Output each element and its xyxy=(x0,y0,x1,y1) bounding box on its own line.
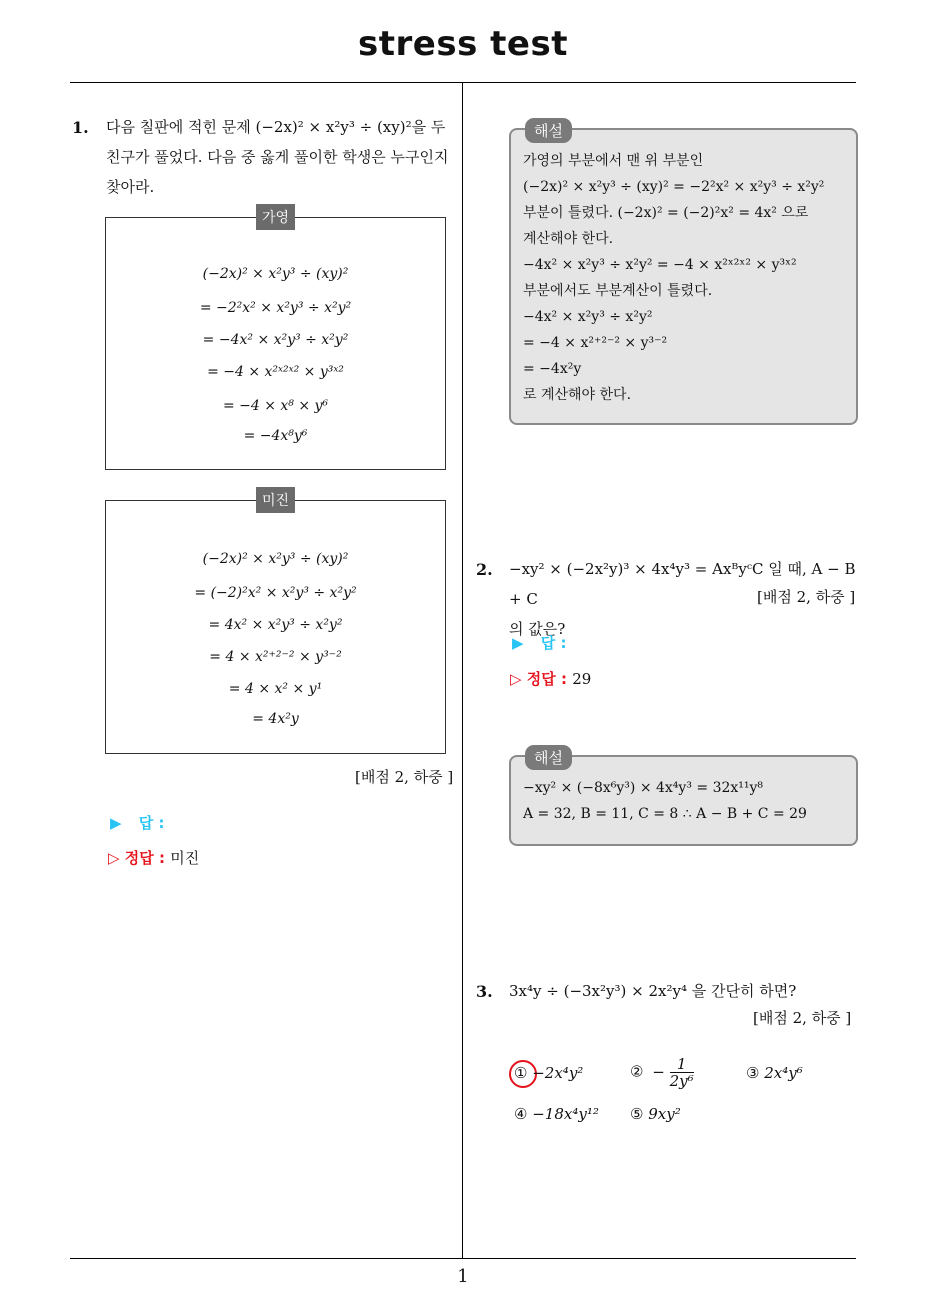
equation-line: = 4x²y xyxy=(252,711,299,727)
explanation-line: −4x² × x²y³ ÷ x²y² = −4 × x²ˣ²ˣ² × y³ˣ² xyxy=(523,257,797,273)
equation-line: = −2²x² × x²y³ ÷ x²y² xyxy=(199,300,352,316)
choice-value: −18x⁴y¹² xyxy=(532,1105,599,1123)
outline-triangle-icon: ▷ xyxy=(108,849,120,867)
question-1-line: 친구가 풀었다. 다음 중 옳게 풀이한 학생은 누구인지 xyxy=(106,148,449,166)
choice-4[interactable] xyxy=(514,1105,599,1123)
equation-line: = −4 × x⁸ × y⁶ xyxy=(222,398,329,414)
filled-triangle-icon: ▶ xyxy=(110,814,122,832)
explanation-line: 로 계산해야 한다. xyxy=(523,387,632,403)
explanation-box-1 xyxy=(509,122,858,425)
explanation-line: −4x² × x²y³ ÷ x²y² xyxy=(523,309,653,325)
footer-rule xyxy=(70,1258,856,1259)
question-3-text: 3x⁴y ÷ (−3x²y³) × 2x²y⁴ 을 간단히 하면? xyxy=(509,982,797,1000)
equation-line: = −4x² × x²y³ ÷ x²y² xyxy=(202,332,349,348)
correct-label: 정답 : xyxy=(124,849,165,867)
equation-line: = 4x² × x²y³ ÷ x²y² xyxy=(208,617,343,633)
equation-line: = (−2)²x² × x²y³ ÷ x²y² xyxy=(194,585,357,601)
question-3-score: [배점 2, 하중 ] xyxy=(753,1009,852,1027)
equation-line: (−2x)² × x²y³ ÷ (xy)² xyxy=(202,266,349,282)
choice-mark: ③ xyxy=(746,1064,760,1082)
correct-value: 29 xyxy=(572,670,592,688)
correct-label: 정답 : xyxy=(526,670,567,688)
question-2-answer-row xyxy=(512,632,567,653)
equation-line: = 4 × x²⁺²⁻² × y³⁻² xyxy=(209,649,342,665)
header-rule xyxy=(70,82,856,83)
question-2-score: [배점 2, 하중 ] xyxy=(757,588,856,606)
question-1-line: 찾아라. xyxy=(106,178,155,196)
choice-2[interactable] xyxy=(630,1056,694,1089)
fraction-numerator: 1 xyxy=(670,1056,694,1073)
equation-line: = −4 × x²ˣ²ˣ² × y³ˣ² xyxy=(207,364,344,380)
question-2-line: −xy² × (−2x²y)³ × 4x⁴y³ = AxᴮyᶜC 일 때, A − B + C xyxy=(509,560,856,608)
question-1-correct-row xyxy=(108,847,199,868)
choice-value: 9xy² xyxy=(648,1105,681,1123)
choice-3[interactable] xyxy=(746,1064,803,1082)
choice-mark: ① xyxy=(514,1064,528,1082)
choice-value: 2x⁴y⁶ xyxy=(764,1064,803,1082)
choice-mark: ④ xyxy=(514,1105,528,1123)
explanation-line: 계산해야 한다. xyxy=(523,231,614,247)
answer-label: 답 : xyxy=(540,634,567,652)
answer-label: 답 : xyxy=(138,814,165,832)
explanation-line: 부분에서도 부분계산이 틀렸다. xyxy=(523,283,713,299)
choice-mark: ⑤ xyxy=(630,1105,644,1123)
explanation-line: −xy² × (−8x⁶y³) × 4x⁴y³ = 32x¹¹y⁸ xyxy=(523,780,764,796)
question-1-text xyxy=(106,112,458,202)
explanation-label: 해설 xyxy=(525,745,572,770)
fraction-denominator: 2y⁶ xyxy=(669,1072,694,1090)
explanation-box-2 xyxy=(509,749,858,846)
explanation-line: A = 32, B = 11, C = 8 ∴ A − B + C = 29 xyxy=(523,806,807,822)
page-number: 1 xyxy=(457,1266,469,1287)
choice-mark: ② xyxy=(630,1062,644,1081)
equation-line: = 4 × x² × y¹ xyxy=(228,681,323,697)
filled-triangle-icon: ▶ xyxy=(512,634,524,652)
correct-value: 미진 xyxy=(170,849,200,867)
explanation-line: 가영의 부분에서 맨 위 부분인 xyxy=(523,153,704,169)
question-2-line: 의 값은? xyxy=(509,620,566,638)
explanation-line: (−2x)² × x²y³ ÷ (xy)² = −2²x² × x²y³ ÷ x²y² xyxy=(523,179,825,195)
explanation-label: 해설 xyxy=(525,118,572,143)
outline-triangle-icon: ▷ xyxy=(510,670,522,688)
choice-fraction xyxy=(670,1056,694,1089)
solution-box-gayoung xyxy=(105,210,446,470)
explanation-line: 부분이 틀렸다. (−2x)² = (−2)²x² = 4x² 으로 xyxy=(523,205,809,221)
question-1-answer-row xyxy=(110,812,165,833)
explanation-line: = −4 × x²⁺²⁻² × y³⁻² xyxy=(523,335,668,351)
solution-box-label: 가영 xyxy=(256,204,295,230)
equation-line: (−2x)² × x²y³ ÷ (xy)² xyxy=(202,551,349,567)
question-3-number: 3. xyxy=(476,982,493,1001)
choice-5[interactable] xyxy=(630,1105,681,1123)
explanation-line: = −4x²y xyxy=(523,361,582,377)
solution-box-mijin xyxy=(105,493,446,754)
question-1-score: [배점 2, 하중 ] xyxy=(355,768,454,786)
question-1-number: 1. xyxy=(72,118,89,137)
page-title: stress test xyxy=(358,24,568,64)
equation-line: = −4x⁸y⁶ xyxy=(243,428,308,444)
solution-box-label: 미진 xyxy=(256,487,295,513)
choice-sign: − xyxy=(652,1062,665,1081)
choice-value: −2x⁴y² xyxy=(532,1064,584,1082)
choice-1[interactable] xyxy=(514,1064,583,1082)
column-divider xyxy=(462,83,463,1259)
question-2-number: 2. xyxy=(476,560,493,579)
question-1-line: 다음 칠판에 적힌 문제 (−2x)² × x²y³ ÷ (xy)²을 두 xyxy=(106,118,446,136)
question-2-correct-row xyxy=(510,668,591,689)
